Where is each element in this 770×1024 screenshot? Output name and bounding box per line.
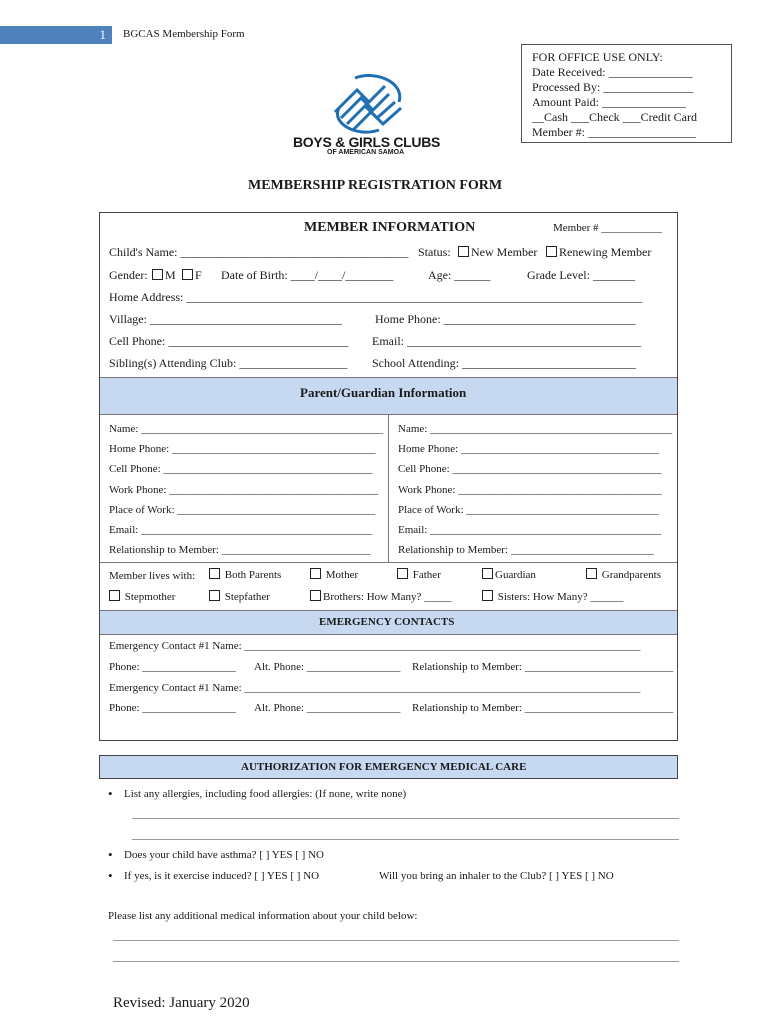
asthma-question[interactable]: Does your child have asthma? [ ] YES [ ] NO <box>124 849 324 861</box>
grade-level-field[interactable]: Grade Level: _______ <box>527 268 635 282</box>
gender-f-checkbox[interactable] <box>182 268 202 283</box>
bullet-icon: • <box>108 847 113 862</box>
additional-info-line-1[interactable] <box>113 940 679 941</box>
revised-date: Revised: January 2020 <box>113 995 250 1011</box>
guardian2-home-phone-field[interactable]: Home Phone: ____________________________________ <box>398 443 659 455</box>
date-received-field[interactable]: Date Received: ______________ <box>532 65 693 79</box>
checkbox-icon <box>209 568 220 579</box>
stepmother-label: Stepmother <box>124 591 176 603</box>
header-bar <box>0 26 112 44</box>
checkbox-icon <box>310 568 321 579</box>
medical-heading: AUTHORIZATION FOR EMERGENCY MEDICAL CARE <box>241 761 527 773</box>
child-name-field[interactable]: Child's Name: ______________________________________ <box>109 245 409 259</box>
guardian1-cell-phone-field[interactable]: Cell Phone: ______________________________________ <box>109 463 373 475</box>
allergies-question: List any allergies, including food allergies: (If none, write none) <box>124 788 407 800</box>
divider <box>100 634 677 635</box>
father-checkbox[interactable] <box>397 568 441 581</box>
guardian2-place-of-work-field[interactable]: Place of Work: ___________________________________ <box>398 504 659 516</box>
bullet-icon: • <box>108 868 113 883</box>
lives-with-label: Member lives with: <box>109 570 196 582</box>
guardian-heading: Parent/Guardian Information <box>300 385 467 400</box>
divider <box>100 610 677 611</box>
renewing-member-label: Renewing Member <box>559 245 652 259</box>
checkbox-icon <box>109 590 120 601</box>
form-title: MEMBERSHIP REGISTRATION FORM <box>248 178 503 193</box>
mother-label: Mother <box>325 569 359 581</box>
guardian1-email-field[interactable]: Email: __________________________________________ <box>109 524 373 536</box>
member-info-heading: MEMBER INFORMATION <box>304 220 476 235</box>
inhaler-question[interactable]: Will you bring an inhaler to the Club? [ ] YES [ ] NO <box>379 870 614 882</box>
emergency-contact2-relationship-field[interactable]: Relationship to Member: ___________________________ <box>412 702 674 714</box>
stepfather-checkbox[interactable] <box>209 590 270 603</box>
emergency-contact2-name-field[interactable]: Emergency Contact #1 Name: ________________________________________________________________________ <box>109 682 641 694</box>
both-parents-checkbox[interactable] <box>209 568 281 581</box>
brothers-label: Brothers: How Many? _____ <box>323 591 452 603</box>
allergies-line-2[interactable] <box>132 839 679 840</box>
gender-m-label: M <box>165 268 176 282</box>
guardian2-name-field[interactable]: Name: ____________________________________________ <box>398 423 673 435</box>
checkbox-icon <box>482 590 493 601</box>
guardian1-relationship-field[interactable]: Relationship to Member: ___________________________ <box>109 544 371 556</box>
new-member-checkbox[interactable] <box>458 245 537 260</box>
guardian2-relationship-field[interactable]: Relationship to Member: __________________________ <box>398 544 654 556</box>
amount-paid-field[interactable]: Amount Paid: ______________ <box>532 95 687 109</box>
sisters-label: Sisters: How Many? ______ <box>497 591 624 603</box>
checkbox-icon <box>482 568 493 579</box>
emergency-contact1-alt-phone-field[interactable]: Alt. Phone: _________________ <box>254 661 401 673</box>
checkbox-icon <box>586 568 597 579</box>
checkbox-icon <box>458 246 469 257</box>
village-field[interactable]: Village: ________________________________ <box>109 312 342 326</box>
emergency-contact1-name-field[interactable]: Emergency Contact #1 Name: ________________________________________________________________________ <box>109 640 641 652</box>
gender-f-label: F <box>195 268 202 282</box>
divider <box>100 377 677 378</box>
bullet-icon: • <box>108 786 113 801</box>
age-field[interactable]: Age: ______ <box>428 268 491 282</box>
gender-m-checkbox[interactable] <box>152 268 176 283</box>
divider <box>100 562 677 563</box>
guardian1-work-phone-field[interactable]: Work Phone: ______________________________________ <box>109 484 379 496</box>
checkbox-icon <box>546 246 557 257</box>
guardian1-home-phone-field[interactable]: Home Phone: _____________________________________ <box>109 443 376 455</box>
payment-method-field[interactable]: __Cash ___Check ___Credit Card <box>532 110 697 124</box>
checkbox-icon <box>182 269 193 280</box>
email-field[interactable]: Email: _______________________________________ <box>372 334 641 348</box>
renewing-member-checkbox[interactable] <box>546 245 651 260</box>
home-phone-field[interactable]: Home Phone: ________________________________ <box>375 312 636 326</box>
allergies-line-1[interactable] <box>132 818 679 819</box>
office-member-number-field[interactable]: Member #: __________________ <box>532 125 696 139</box>
checkbox-icon <box>152 269 163 280</box>
document-title: BGCAS Membership Form <box>123 28 245 40</box>
page-number: 1 <box>99 27 106 42</box>
grandparents-label: Grandparents <box>601 569 662 581</box>
guardian2-work-phone-field[interactable]: Work Phone: _____________________________________ <box>398 484 662 496</box>
emergency-contact1-relationship-field[interactable]: Relationship to Member: ___________________________ <box>412 661 674 673</box>
checkbox-icon <box>310 590 321 601</box>
guardian2-cell-phone-field[interactable]: Cell Phone: ______________________________________ <box>398 463 662 475</box>
additional-info-line-2[interactable] <box>113 961 679 962</box>
sibling-field[interactable]: Sibling(s) Attending Club: __________________ <box>109 356 348 370</box>
mother-checkbox[interactable] <box>310 568 358 581</box>
logo-subtext: OF AMERICAN SAMOA <box>327 149 405 156</box>
gender-label: Gender: <box>109 268 148 282</box>
guardian1-name-field[interactable]: Name: ____________________________________________ <box>109 423 384 435</box>
guardian2-email-field[interactable]: Email: __________________________________________ <box>398 524 662 536</box>
guardian1-place-of-work-field[interactable]: Place of Work: ____________________________________ <box>109 504 376 516</box>
date-of-birth-field[interactable]: Date of Birth: ____/____/________ <box>221 268 394 282</box>
office-title: FOR OFFICE USE ONLY: <box>532 50 663 64</box>
emergency-contact2-alt-phone-field[interactable]: Alt. Phone: _________________ <box>254 702 401 714</box>
additional-info-label: Please list any additional medical information about your child below: <box>108 910 418 922</box>
stepfather-label: Stepfather <box>224 591 270 603</box>
stepmother-checkbox[interactable] <box>109 590 175 603</box>
sisters-checkbox[interactable] <box>482 590 623 603</box>
exercise-question[interactable]: If yes, is it exercise induced? [ ] YES [ ] NO <box>124 870 320 882</box>
checkbox-icon <box>397 568 408 579</box>
emergency-contact1-phone-field[interactable]: Phone: _________________ <box>109 661 236 673</box>
new-member-label: New Member <box>471 245 538 259</box>
member-number-field[interactable]: Member # ___________ <box>553 222 662 234</box>
bgca-logo-icon <box>325 72 415 134</box>
guardian-label: Guardian <box>495 569 536 581</box>
father-label: Father <box>412 569 441 581</box>
emergency-heading: EMERGENCY CONTACTS <box>319 616 455 628</box>
brothers-checkbox[interactable] <box>310 590 452 603</box>
school-field[interactable]: School Attending: _____________________________ <box>372 356 636 370</box>
grandparents-checkbox[interactable] <box>586 568 661 581</box>
checkbox-icon <box>209 590 220 601</box>
office-use-box <box>521 44 732 143</box>
logo-text: BOYS & GIRLS CLUBS <box>293 134 441 150</box>
processed-by-field[interactable]: Processed By: _______________ <box>532 80 694 94</box>
both-parents-label: Both Parents <box>224 569 282 581</box>
cell-phone-field[interactable]: Cell Phone: ______________________________ <box>109 334 349 348</box>
guardian-checkbox[interactable] <box>482 568 536 581</box>
home-address-field[interactable]: Home Address: ____________________________________________________________________________ <box>109 290 643 304</box>
emergency-contact2-phone-field[interactable]: Phone: _________________ <box>109 702 236 714</box>
guardian-column-divider <box>388 414 389 562</box>
status-label: Status: <box>418 245 451 259</box>
